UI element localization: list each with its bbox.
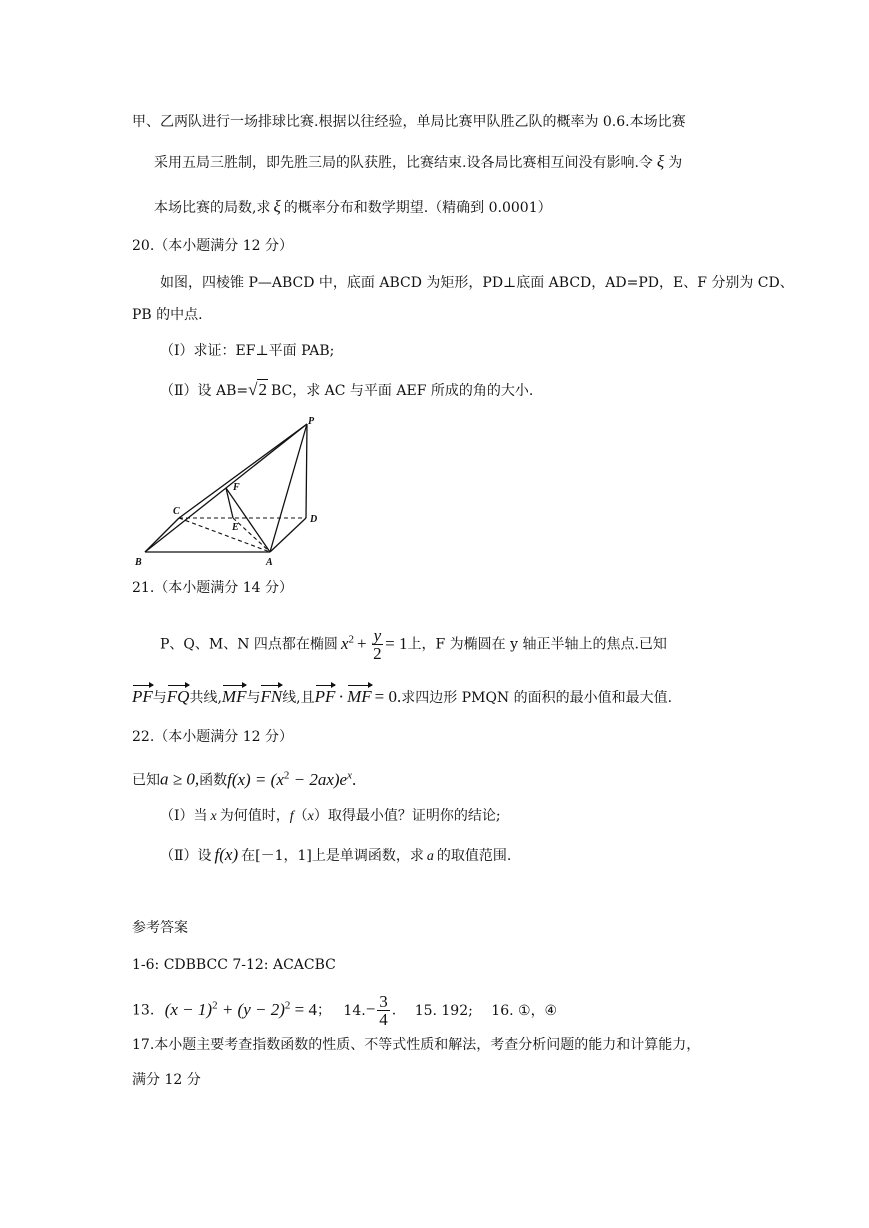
problem20-part2: （Ⅱ）设 AB=√2 BC，求 AC 与平面 AEF 所成的角的大小. (160, 380, 534, 399)
answer-13-equation: $(x - 1)^2 + (y - 2)^2 = 4$ (164, 999, 317, 1019)
answers-13-16: 13. $(x - 1)^2 + (y - 2)^2 = 4$； 14.− $\frac{3}{4}$ . 15. 192; 16. ①，④ (132, 992, 558, 1030)
xi-symbol: ξ (656, 152, 665, 171)
answers-1-12: 1-6: CDBBCC 7-12: ACACBC (132, 957, 336, 973)
vector-FQ: FQ (166, 687, 190, 706)
edge-CA (179, 518, 270, 552)
problem22-part1: （Ⅰ）当 x 为何值时，f（x）取得最小值？证明你的结论; (160, 808, 501, 824)
label-D: D (310, 514, 318, 525)
problem21-line1: P、Q、M、N 四点都在椭圆 $x^2$ + $\frac{y}{2}$ = 1上，F 为椭圆在 y 轴正半轴上的焦点.已知 (160, 626, 667, 664)
answer-17-line1: 17.本小题主要考查指数函数的性质、不等式性质和解法，考查分析问题的能力和计算能力， (132, 1037, 701, 1053)
problem22-given: 已知a ≥ 0,函数$f(x) = (x^2 - 2ax)e^x$. (132, 769, 357, 789)
ellipse-equation: $x^2$ + $\frac{y}{2}$ = 1 (340, 626, 408, 664)
answer-17-line2: 满分 12 分 (132, 1072, 201, 1088)
vector-PF-2: PF (314, 687, 336, 706)
problem20-part1: （Ⅰ）求证：EF⊥平面 PAB; (160, 343, 335, 359)
edge-PC (179, 424, 307, 518)
label-B: B (135, 557, 142, 568)
label-C: C (173, 506, 180, 517)
answer-14-fraction: $\frac{3}{4}$ (379, 992, 388, 1030)
xi-symbol: ξ (273, 197, 281, 216)
problem19-line3: 本场比赛的局数,求 ξ 的概率分布和数学期望.（精确到 0.0001） (154, 197, 552, 216)
function-definition: $f(x) = (x^2 - 2ax)e^x$. (227, 769, 357, 789)
edge-PD (306, 424, 307, 518)
vector-PF: PF (132, 687, 153, 706)
label-E: E (232, 522, 239, 533)
pyramid-figure (125, 412, 335, 572)
problem21-header: 21.（本小题满分 14 分） (132, 580, 293, 596)
answers-heading: 参考答案 (132, 920, 188, 936)
problem22-header: 22.（本小题满分 12 分） (132, 729, 293, 745)
problem20-text2: PB 的中点. (132, 307, 203, 323)
sqrt-two: √2 (248, 380, 267, 399)
vector-MF-2: MF (347, 687, 372, 706)
problem20-text1: 如图，四棱锥 P—ABCD 中，底面 ABCD 为矩形，PD⊥底面 ABCD，AD=PD，E、F 分别为 CD、 (160, 275, 794, 291)
edge-BC (145, 518, 179, 552)
problem19-line2: 采用五局三胜制，即先胜三局的队获胜，比赛结束.设各局比赛相互间没有影响.令 ξ 为 (154, 152, 683, 171)
label-F: F (233, 482, 240, 493)
edge-AF (226, 488, 270, 552)
problem22-part2: （Ⅱ）设 f(x) 在[－1，1]上是单调函数，求 a 的取值范围. (160, 845, 512, 864)
vector-FN: FN (260, 687, 283, 706)
edge-PA (270, 424, 307, 552)
problem21-line2: PF与FQ共线,MF与FN线,且PF · MF = 0.求四边形 PMQN 的面积的最小值和最大值. (132, 687, 673, 706)
problem19-line1: 甲、乙两队进行一场排球比赛.根据以往经验，单局比赛甲队胜乙队的概率为 0.6.本场比赛 (132, 114, 686, 130)
vector-MF: MF (221, 687, 247, 706)
label-P: P (308, 416, 315, 427)
label-A: A (266, 557, 273, 568)
problem20-header: 20.（本小题满分 12 分） (132, 238, 293, 254)
